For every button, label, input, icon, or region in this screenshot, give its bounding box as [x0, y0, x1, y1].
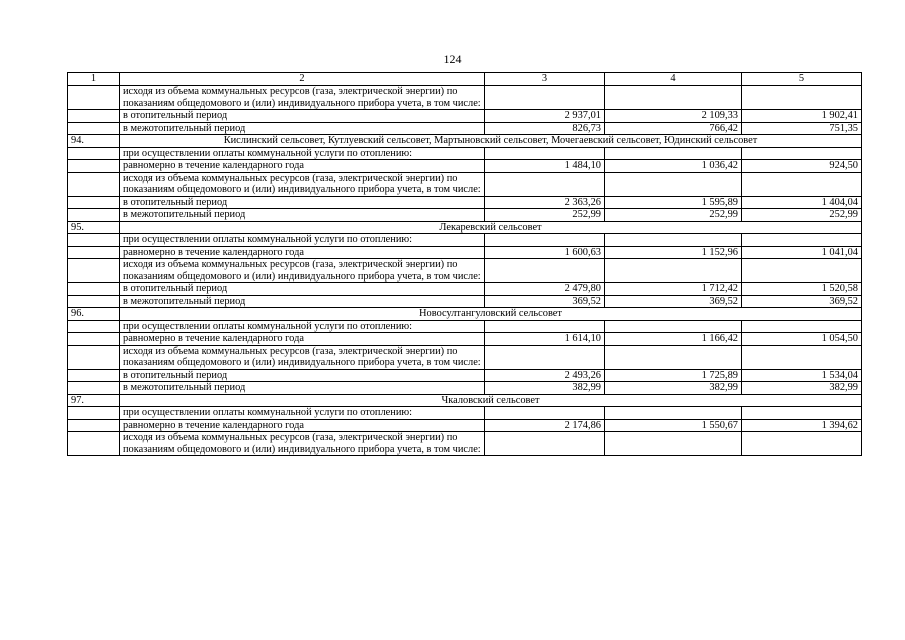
row-number-cell [68, 369, 120, 382]
row-number-cell [68, 160, 120, 173]
value-cell-v3 [485, 86, 605, 110]
value-cell-v5: 1 534,04 [742, 369, 862, 382]
row-label: в межотопительный период [120, 209, 485, 222]
value-row [68, 419, 862, 432]
text-row [68, 345, 862, 369]
section-title: Чкаловский сельсовет [120, 394, 862, 407]
value-cell-v4: 1 036,42 [605, 160, 742, 173]
value-cell-v3 [485, 345, 605, 369]
tariff-table [67, 72, 862, 456]
row-label: в межотопительный период [120, 295, 485, 308]
value-cell-v5 [742, 345, 862, 369]
text-row [68, 234, 862, 247]
value-cell-v3 [485, 172, 605, 196]
value-cell-v4 [605, 320, 742, 333]
value-cell-v4: 369,52 [605, 295, 742, 308]
row-number-cell [68, 234, 120, 247]
row-label: при осуществлении оплаты коммунальной услуги по отоплению: [120, 407, 485, 420]
value-cell-v4: 2 109,33 [605, 110, 742, 123]
value-cell-v5 [742, 407, 862, 420]
row-label: в отопительный период [120, 196, 485, 209]
value-cell-v4: 1 166,42 [605, 333, 742, 346]
row-label: исходя из объема коммунальных ресурсов (газа, электрической энергии) по показаниям общедомового и (или) индивидуального прибора учета, в том числе: [120, 86, 485, 110]
value-cell-v5: 1 041,04 [742, 246, 862, 259]
value-cell-v3: 826,73 [485, 122, 605, 135]
header-cell-1: 1 [68, 73, 120, 86]
value-cell-v4 [605, 86, 742, 110]
row-number-cell [68, 407, 120, 420]
value-row [68, 246, 862, 259]
header-cell-4: 4 [605, 73, 742, 86]
value-row [68, 196, 862, 209]
row-label: в межотопительный период [120, 382, 485, 395]
value-cell-v3: 382,99 [485, 382, 605, 395]
row-number-cell [68, 283, 120, 296]
value-cell-v4 [605, 345, 742, 369]
section-number: 95. [68, 221, 120, 234]
text-row [68, 432, 862, 456]
row-label: равномерно в течение календарного года [120, 160, 485, 173]
value-row [68, 122, 862, 135]
row-number-cell [68, 209, 120, 222]
value-cell-v4 [605, 432, 742, 456]
row-label: исходя из объема коммунальных ресурсов (газа, электрической энергии) по показаниям общедомового и (или) индивидуального прибора учета, в том числе: [120, 259, 485, 283]
row-number-cell [68, 147, 120, 160]
row-label: исходя из объема коммунальных ресурсов (газа, электрической энергии) по показаниям общедомового и (или) индивидуального прибора учета, в том числе: [120, 345, 485, 369]
row-label: в отопительный период [120, 283, 485, 296]
row-number-cell [68, 122, 120, 135]
value-cell-v4 [605, 147, 742, 160]
value-cell-v3: 2 363,26 [485, 196, 605, 209]
value-cell-v5 [742, 432, 862, 456]
row-number-cell [68, 86, 120, 110]
row-number-cell [68, 196, 120, 209]
value-cell-v3: 369,52 [485, 295, 605, 308]
value-cell-v4: 1 550,67 [605, 419, 742, 432]
value-cell-v4 [605, 172, 742, 196]
value-cell-v3 [485, 234, 605, 247]
value-cell-v5 [742, 147, 862, 160]
section-title: Лекаревский сельсовет [120, 221, 862, 234]
row-number-cell [68, 110, 120, 123]
value-cell-v5 [742, 259, 862, 283]
row-number-cell [68, 345, 120, 369]
section-number: 97. [68, 394, 120, 407]
row-label: в отопительный период [120, 110, 485, 123]
value-cell-v5 [742, 172, 862, 196]
header-row [68, 73, 862, 86]
value-cell-v4: 1 595,89 [605, 196, 742, 209]
value-row [68, 333, 862, 346]
value-row [68, 295, 862, 308]
value-row [68, 209, 862, 222]
text-row [68, 172, 862, 196]
value-cell-v4 [605, 234, 742, 247]
value-cell-v5 [742, 234, 862, 247]
header-cell-5: 5 [742, 73, 862, 86]
header-cell-3: 3 [485, 73, 605, 86]
text-row [68, 407, 862, 420]
value-row [68, 369, 862, 382]
row-number-cell [68, 333, 120, 346]
value-cell-v4: 252,99 [605, 209, 742, 222]
value-cell-v4 [605, 407, 742, 420]
value-cell-v4: 1 725,89 [605, 369, 742, 382]
value-cell-v3: 2 493,26 [485, 369, 605, 382]
section-title: Новосултангуловский сельсовет [120, 308, 862, 321]
row-label: исходя из объема коммунальных ресурсов (газа, электрической энергии) по показаниям общедомового и (или) индивидуального прибора учета, в том числе: [120, 432, 485, 456]
row-label: при осуществлении оплаты коммунальной услуги по отоплению: [120, 234, 485, 247]
text-row [68, 259, 862, 283]
text-row [68, 86, 862, 110]
value-row [68, 382, 862, 395]
value-cell-v5: 1 054,50 [742, 333, 862, 346]
section-row [68, 135, 862, 148]
section-row [68, 221, 862, 234]
row-number-cell [68, 259, 120, 283]
row-label: равномерно в течение календарного года [120, 246, 485, 259]
value-row [68, 110, 862, 123]
value-cell-v5: 252,99 [742, 209, 862, 222]
value-cell-v3 [485, 147, 605, 160]
row-number-cell [68, 382, 120, 395]
section-number: 96. [68, 308, 120, 321]
value-cell-v5: 1 394,62 [742, 419, 862, 432]
value-cell-v3: 2 174,86 [485, 419, 605, 432]
section-row [68, 308, 862, 321]
row-number-cell [68, 432, 120, 456]
value-cell-v4: 382,99 [605, 382, 742, 395]
value-row [68, 160, 862, 173]
value-cell-v3 [485, 320, 605, 333]
value-cell-v3 [485, 432, 605, 456]
value-cell-v3: 252,99 [485, 209, 605, 222]
value-cell-v4: 766,42 [605, 122, 742, 135]
value-row [68, 283, 862, 296]
value-cell-v5: 1 520,58 [742, 283, 862, 296]
value-cell-v3: 2 479,80 [485, 283, 605, 296]
value-cell-v3: 1 484,10 [485, 160, 605, 173]
value-cell-v5: 369,52 [742, 295, 862, 308]
value-cell-v5: 924,50 [742, 160, 862, 173]
row-label: равномерно в течение календарного года [120, 333, 485, 346]
row-label: равномерно в течение календарного года [120, 419, 485, 432]
value-cell-v5: 1 902,41 [742, 110, 862, 123]
section-row [68, 394, 862, 407]
value-cell-v5: 382,99 [742, 382, 862, 395]
row-label: при осуществлении оплаты коммунальной услуги по отоплению: [120, 320, 485, 333]
text-row [68, 147, 862, 160]
value-cell-v4 [605, 259, 742, 283]
value-cell-v5: 751,35 [742, 122, 862, 135]
row-label: исходя из объема коммунальных ресурсов (газа, электрической энергии) по показаниям общедомового и (или) индивидуального прибора учета, в том числе: [120, 172, 485, 196]
value-cell-v5 [742, 86, 862, 110]
section-number: 94. [68, 135, 120, 148]
value-cell-v4: 1 152,96 [605, 246, 742, 259]
text-row [68, 320, 862, 333]
value-cell-v3: 2 937,01 [485, 110, 605, 123]
value-cell-v4: 1 712,42 [605, 283, 742, 296]
section-title: Кислинский сельсовет, Кутлуевский сельсовет, Мартыновский сельсовет, Мочегаевский сельсовет, Юдинский сельсовет [120, 135, 862, 148]
row-label: при осуществлении оплаты коммунальной услуги по отоплению: [120, 147, 485, 160]
row-number-cell [68, 295, 120, 308]
row-number-cell [68, 246, 120, 259]
row-number-cell [68, 172, 120, 196]
value-cell-v3: 1 600,63 [485, 246, 605, 259]
table-body [68, 73, 862, 456]
value-cell-v3 [485, 407, 605, 420]
row-number-cell [68, 419, 120, 432]
value-cell-v3 [485, 259, 605, 283]
row-number-cell [68, 320, 120, 333]
value-cell-v5: 1 404,04 [742, 196, 862, 209]
row-label: в межотопительный период [120, 122, 485, 135]
row-label: в отопительный период [120, 369, 485, 382]
value-cell-v5 [742, 320, 862, 333]
page-number: 124 [443, 52, 462, 66]
header-cell-2: 2 [120, 73, 485, 86]
value-cell-v3: 1 614,10 [485, 333, 605, 346]
